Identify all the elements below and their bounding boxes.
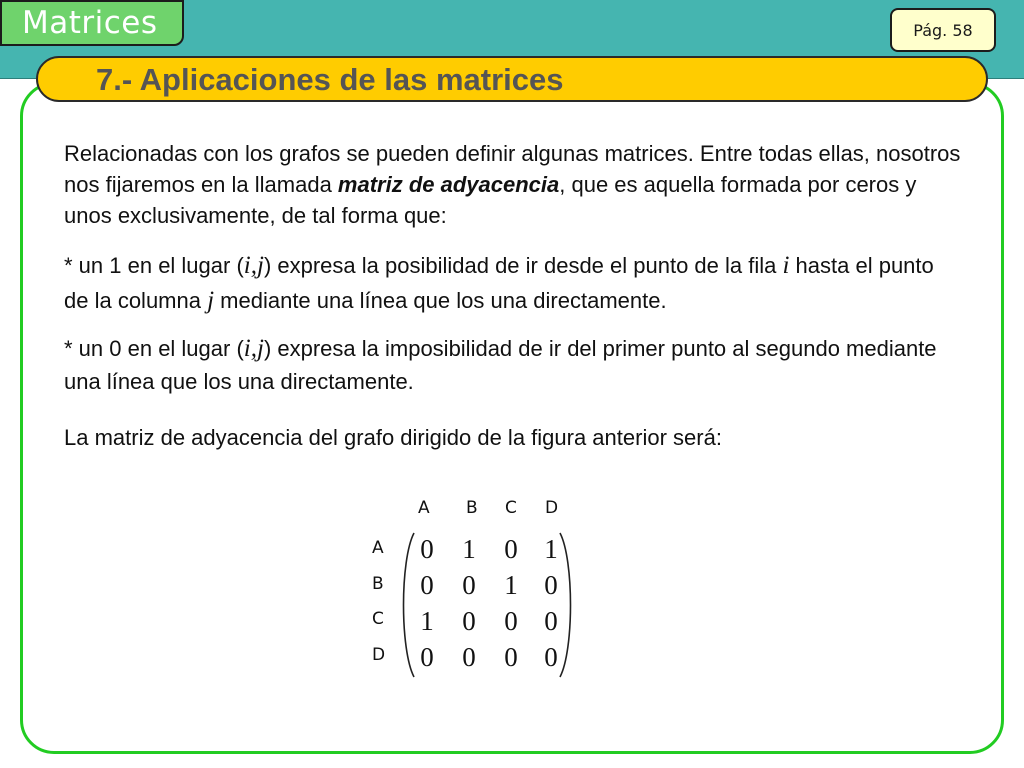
rule0-position: i,j: [243, 335, 264, 362]
matrix-row-label: A: [372, 538, 384, 558]
page-number-badge: [890, 8, 996, 52]
matrix-column-label: C: [505, 498, 517, 518]
matrix-cell: 0: [462, 570, 476, 600]
rule1-text-b: ) expresa la posibilidad de ir desde el punto de la fila: [263, 253, 783, 278]
intro-text-b: , que es aquella formada por ceros y unos exclusivamente, de tal forma que:: [64, 172, 917, 228]
rule-one-paragraph: [64, 248, 964, 318]
matrix-cell: 0: [504, 606, 518, 636]
matrix-row-label: B: [372, 574, 384, 594]
matrix-cell: 0: [504, 534, 518, 564]
title-bar: [36, 56, 988, 102]
matrix-cell: 0: [462, 606, 476, 636]
matrix-cell: 0: [462, 642, 476, 672]
closing-paragraph: [64, 422, 964, 453]
rule0-text-a: * un 0 en el lugar (: [64, 336, 244, 361]
matrix-cell: 0: [544, 570, 558, 600]
intro-emphasis: matriz de adyacencia: [337, 172, 560, 197]
rule1-row-symbol: i: [782, 252, 790, 279]
matrix-cell: 0: [544, 642, 558, 672]
rule1-col-symbol: j: [207, 287, 215, 314]
rule1-text-a: * un 1 en el lugar (: [64, 253, 244, 278]
matrix-cell: 1: [420, 606, 434, 636]
matrix-cell: 0: [420, 570, 434, 600]
rule1-text-d: mediante una línea que los una directamente.: [214, 288, 667, 313]
slide-title: 7.- Aplicaciones de las matrices: [96, 62, 564, 97]
matrix-cell: 1: [544, 534, 558, 564]
rule1-text-c: hasta el punto de la columna: [64, 253, 934, 313]
section-tab: [0, 0, 184, 46]
matrix-row-label: C: [372, 609, 384, 629]
rule1-position: i,j: [243, 252, 264, 279]
matrix-column-label: A: [418, 498, 430, 518]
closing-text: La matriz de adyacencia del grafo dirigido de la figura anterior será:: [64, 425, 722, 450]
matrix-column-label: D: [545, 498, 559, 518]
intro-text-a: Relacionadas con los grafos se pueden definir algunas matrices. Entre todas ellas, nosotros nos fijaremos en la llamada: [64, 141, 961, 197]
matrix-cell: 0: [420, 642, 434, 672]
page-number: Pág. 58: [913, 21, 973, 40]
matrix-cell: 0: [420, 534, 434, 564]
rule0-text-b: ) expresa la imposibilidad de ir del primer punto al segundo mediante una línea que los una directamente.: [64, 336, 937, 394]
matrix-cell: 0: [504, 642, 518, 672]
rule-zero-paragraph: [64, 332, 964, 398]
intro-paragraph: [64, 138, 964, 231]
matrix-cell: 1: [462, 534, 476, 564]
matrix-cell: 1: [504, 570, 518, 600]
section-label: Matrices: [22, 5, 158, 41]
matrix-column-label: B: [466, 498, 478, 518]
matrix-cell: 0: [544, 606, 558, 636]
matrix-row-label: D: [372, 645, 386, 665]
